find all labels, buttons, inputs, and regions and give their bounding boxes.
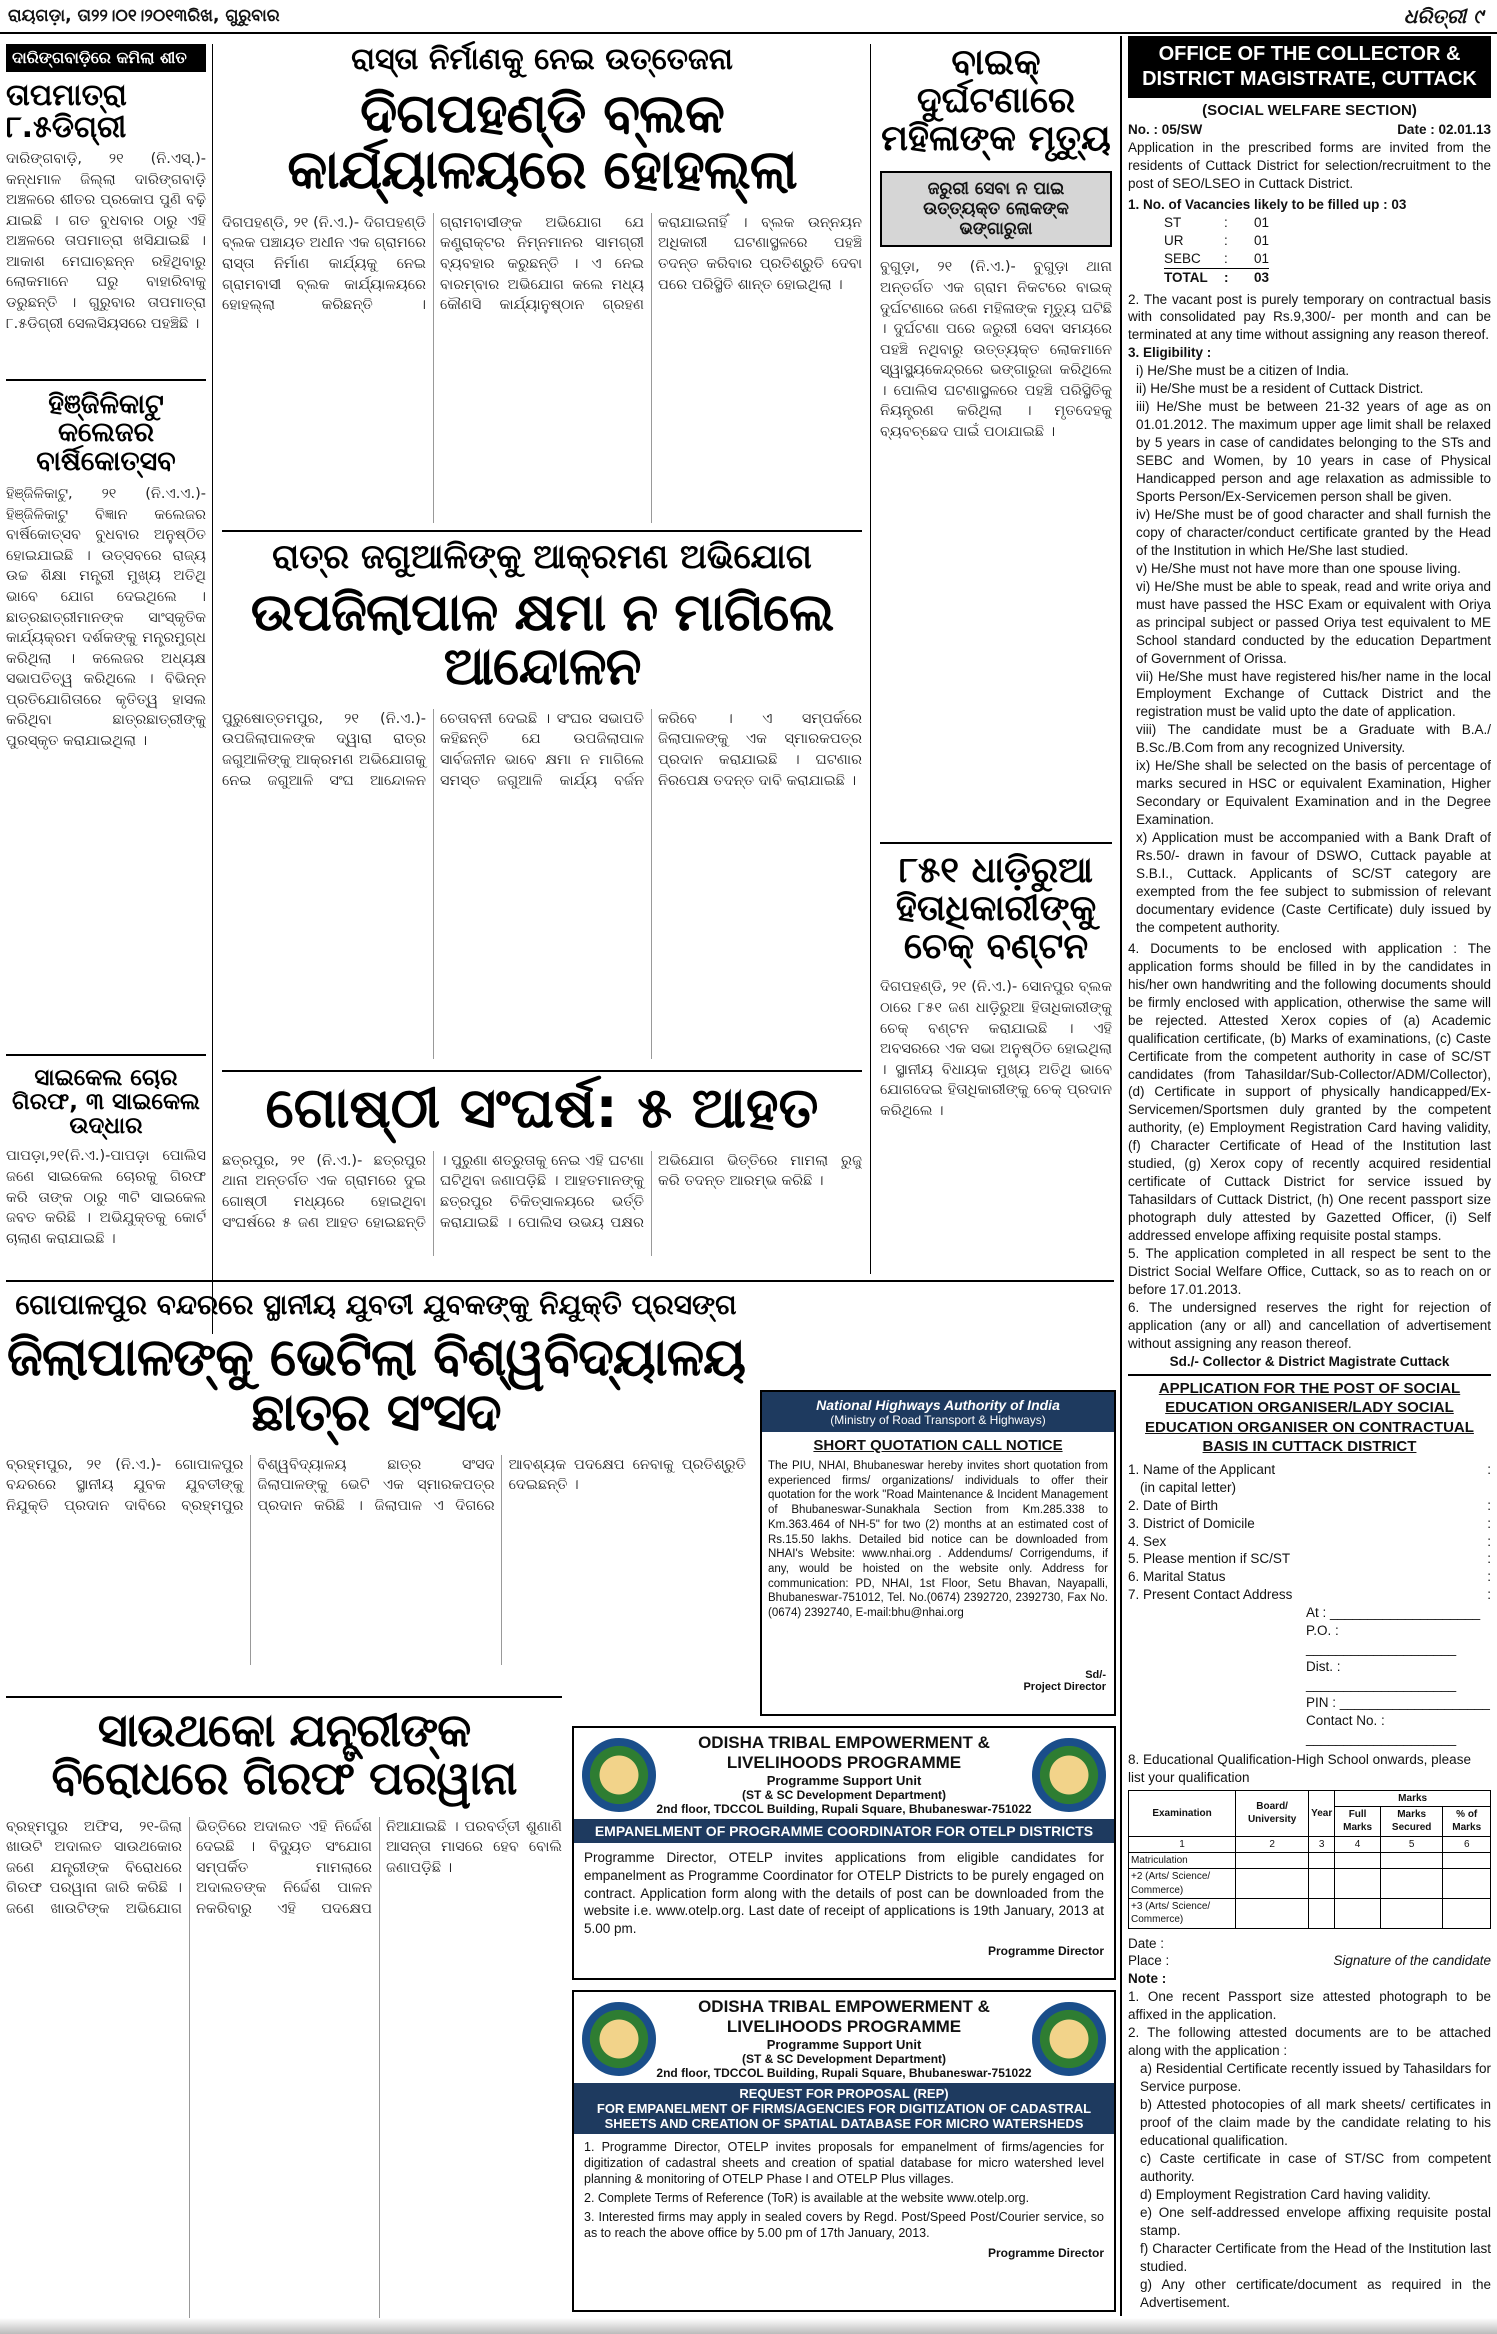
eligibility-item: ix) He/She shall be selected on the basis of percentage of marks secured in HSC or equivalent Examination, Higher Secondary or Equivalent Examination and in the Degree Examination. bbox=[1136, 758, 1491, 828]
sidebar-ref-row bbox=[1128, 121, 1491, 139]
kicker-road: ରାସ୍ତା ନିର୍ମାଣକୁ ନେଇ ଉତ୍ତେଜନା bbox=[351, 42, 733, 77]
ad-otelp-empanelment bbox=[572, 1726, 1116, 1980]
sidebar-para-4: 4. Documents to be enclosed with application : The application forms should be filled in by the candidates in his/her own handwriting and the following documents should be firmly enclosed with application, otherwise the same will be rejected. Attested Xerox copies of (a) Academic qualification certificate, (b) Marks of examinations, (c) Caste Certificate from the competent authority in case of SC/ST candidates (from Tahasildar/Sub-Collector/ADM/Collector), (d) Certificate in support of physically handicapped/Ex-Servicemen/Sportsmen duly granted by the competent authority, (e) Employment Registration Card having validity, (f) Character Certificate of Head of the Institution last studied, (g) Xerox copy of recently acquired residential certificate of Cuttack District for service issued by Tahasildars of Cuttack District, (h) One recent passport size photograph duly attested by Gazetted Officer, (i) Self addressed envelope affixing requisite postal stamps. bbox=[1128, 940, 1491, 1244]
form-field: 7. Present Contact Address : bbox=[1128, 1587, 1491, 1603]
ad-otelp2-org: ODISHA TRIBAL EMPOWERMENT & LIVELIHOODS PROGRAMME bbox=[698, 1997, 990, 2036]
ad-nhai-org: National Highways Authority of India bbox=[816, 1397, 1060, 1413]
eligibility-item: ii) He/She must be a resident of Cuttack District. bbox=[1136, 381, 1424, 397]
ad-otelp-banner: EMPANELMENT OF PROGRAMME COORDINATOR FOR OTELP DISTRICTS bbox=[574, 1819, 1114, 1843]
article-body-college: ହିଞ୍ଜିଳିକାଟୁ, ୨୧ (ନି.ଏ.ଏ.)- ହିଞ୍ଜିଳିକାଟୁ ବିଜ୍ଞାନ କଲେଜର ବାର୍ଷିକୋତ୍ସବ ବୁଧବାର ଅନୁଷ୍ଠିତ ହୋଇଯାଇଛି । ଉତ୍ସବରେ ରାଜ୍ୟ ଉଚ୍ଚ ଶିକ୍ଷା ମନ୍ତ୍ରୀ ମୁଖ୍ୟ ଅତିଥି ଭାବେ ଯୋଗ ଦେଇଥିଲେ । ଛାତ୍ରଛାତ୍ରୀମାନଙ୍କ ସାଂସ୍କୃତିକ କାର୍ଯ୍ୟକ୍ରମ ଦର୍ଶକଙ୍କୁ ମନ୍ତ୍ରମୁଗ୍ଧ କରିଥିଲା । କଲେଜର ଅଧ୍ୟକ୍ଷ ସଭାପତିତ୍ୱ କରିଥିଲେ । ବିଭିନ୍ନ ପ୍ରତିଯୋଗିତାରେ କୃତିତ୍ୱ ହାସଲ କରିଥିବା ଛାତ୍ରଛାତ୍ରୀଙ୍କୁ ପୁରସ୍କୃତ କରାଯାଇଥିଲା । bbox=[6, 486, 206, 749]
eligibility-item: v) He/She must not have more than one spouse living. bbox=[1136, 560, 1461, 576]
ad-otelp2-dept: (ST & SC Development Department) bbox=[741, 2052, 947, 2066]
page-header bbox=[0, 0, 1497, 34]
address-field: P.O. : ____________________ bbox=[1306, 1623, 1457, 1657]
sidebar-ref-date: Date : 02.01.13 bbox=[1397, 121, 1491, 137]
ad-nhai-title: SHORT QUOTATION CALL NOTICE bbox=[813, 1437, 1063, 1454]
eligibility-item: vii) He/She must have registered his/her name in the local Employment Exchange of Cuttack District and the registration must be valid upto the date of application. bbox=[1136, 668, 1491, 720]
odisha-emblem-icon bbox=[1032, 2002, 1106, 2076]
page-footer-strip bbox=[0, 2318, 1497, 2334]
divider bbox=[222, 530, 862, 532]
divider bbox=[6, 1054, 206, 1056]
form-field: 3. District of Domicile : bbox=[1128, 1515, 1491, 1531]
note-item: a) Residential Certificate recently issued by Tahasildars for Service purpose. bbox=[1140, 2061, 1491, 2095]
sidebar-para-5: 5. The application completed in all respect be sent to the District Social Welfare Office, Cuttack, so as to reach on or before 17.01.2013. bbox=[1128, 1246, 1491, 1297]
article-bike-accident bbox=[880, 44, 1112, 834]
note-item: c) Caste certificate in case of ST/SC from competent authority. bbox=[1140, 2150, 1491, 2184]
headline-temperature: ତାପମାତ୍ରା ୮.୫ଡିଗ୍ରୀ bbox=[6, 78, 127, 145]
ad-collector-sidebar bbox=[1128, 36, 1491, 2316]
ad-otelp-rfp bbox=[572, 1990, 1116, 2312]
divider bbox=[222, 1070, 862, 1072]
eligibility-item: i) He/She must be a citizen of India. bbox=[1136, 363, 1350, 379]
place-signature-row bbox=[1128, 1952, 1491, 1970]
ad-otelp2-items bbox=[574, 2134, 1114, 2246]
ad-nhai-signer: Project Director bbox=[1023, 1681, 1106, 1693]
ad-otelp2-item: 2. Complete Terms of Reference (ToR) is available at the website www.otelp.org. bbox=[584, 2191, 1030, 2205]
sidebar-eligibility-list bbox=[1128, 362, 1491, 937]
article-body-clash: ଛତ୍ରପୁର, ୨୧ (ନି.ଏ.)- ଛତ୍ରପୁର ଥାନା ଅନ୍ତର୍ଗତ ଏକ ଗ୍ରାମରେ ଦୁଇ ଗୋଷ୍ଠୀ ମଧ୍ୟରେ ହୋଇଥିବା ସଂଘର୍ଷରେ ୫ ଜଣ ଆହତ ହୋଇଛନ୍ତି । ପୁରୁଣା ଶତ୍ରୁତାକୁ ନେଇ ଏହି ଘଟଣା ଘଟିଥିବା ଜଣାପଡ଼ିଛି । ଆହତମାନଙ୍କୁ ଛତ୍ରପୁର ଚିକିତ୍ସାଳୟରେ ଭର୍ତ୍ତି କରାଯାଇଛି । ପୋଲିସ ଉଭୟ ପକ୍ଷର ଅଭିଯୋଗ ଭିତ୍ତିରେ ମାମଲା ରୁଜୁ କରି ତଦନ୍ତ ଆରମ୍ଭ କରିଛି । bbox=[222, 1152, 862, 1231]
column-rule bbox=[1120, 36, 1122, 2316]
note-item: e) One self-addressed envelope affixing requisite postal stamp. bbox=[1140, 2204, 1491, 2238]
vacancy-table bbox=[1164, 214, 1269, 287]
kicker-gopalpur: ଗୋପାଳପୁର ବନ୍ଦରରେ ସ୍ଥାନୀୟ ଯୁବତୀ ଯୁବକଙ୍କୁ ନିଯୁକ୍ତି ପ୍ରସଙ୍ଗ bbox=[15, 1288, 737, 1321]
eligibility-item: x) Application must be accompanied with a Bank Draft of Rs.50/- drawn in favour of DSWO, Cuttack payable at S.B.I., Cuttack. Applicants of SC/ST category are exempted from the fee subject to submission of relevant documentary evidence (Caste Certificate) duly issued by the competent authority. bbox=[1136, 830, 1491, 935]
paper-name: ଧରିତ୍ରୀ ୯ bbox=[1403, 4, 1483, 28]
eligibility-item: iv) He/She must be of good character and shall furnish the copy of character/conduct certificate granted by the Head of the Institution in which He/She last studied. bbox=[1136, 506, 1491, 558]
column-rule bbox=[212, 44, 213, 1334]
headline-digapahandi: ଦିଗପହଣ୍ଡି ବ୍ଲକ କାର୍ଯ୍ୟାଳୟରେ ହୋହଲ୍ଲା bbox=[287, 81, 797, 202]
qualification-table: Examination Board/ University Year Marks Full Marks Marks Secured % of Marks 1 2 3 4 5 6 Matriculation +2 (Arts/ Science/ Commerce) +3 (Arts/ Science/ Commerce) bbox=[1128, 1790, 1491, 1929]
ad-otelp-org: ODISHA TRIBAL EMPOWERMENT & LIVELIHOODS PROGRAMME bbox=[698, 1733, 990, 1772]
form-field: 2. Date of Birth : bbox=[1128, 1497, 1491, 1513]
article-body-southco: ବ୍ରହ୍ମପୁର ଅଫିସ, ୨୧-ଜିଲା ଖାଉଟି ଅଦାଲତ ସାଉଥକୋର ଜଣେ ଯନ୍ତ୍ରୀଙ୍କ ବିରୋଧରେ ଗିରଫ ପରୱାନା ଜାରି କରିଛି । ଜଣେ ଖାଉଟିଙ୍କ ଅଭିଯୋଗ ଭିତ୍ତିରେ ଅଦାଲତ ଏହି ନିର୍ଦ୍ଦେଶ ଦେଇଛି । ବିଦ୍ୟୁତ ସଂଯୋଗ ସମ୍ପର୍କିତ ମାମଲାରେ ଅଦାଲତଙ୍କ ନିର୍ଦ୍ଦେଶ ପାଳନ ନକରିବାରୁ ଏହି ପଦକ୍ଷେପ ନିଆଯାଇଛି । ପରବର୍ତ୍ତୀ ଶୁଣାଣି ଆସନ୍ତା ମାସରେ ହେବ ବୋଲି ଜଣାପଡ଼ିଛି । bbox=[6, 1818, 562, 1917]
ad-nhai-ministry: (Ministry of Road Transport & Highways) bbox=[830, 1413, 1046, 1427]
article-body-subcollector: ପୁରୁଷୋତ୍ତମପୁର, ୨୧ (ନି.ଏ.)- ଉପଜିଲାପାଳଙ୍କ ଦ୍ୱାରା ରାତ୍ର ଜଗୁଆଳିଙ୍କୁ ଆକ୍ରମଣ ଅଭିଯୋଗକୁ ନେଇ ଜଗୁଆଳି ସଂଘ ଆନ୍ଦୋଳନ ଚେତାବନୀ ଦେଇଛି । ସଂଘର ସଭାପତି କହିଛନ୍ତି ଯେ ଉପଜିଲାପାଳ ସାର୍ବଜନୀନ ଭାବେ କ୍ଷମା ନ ମାଗିଲେ ସମସ୍ତ ଜଗୁଆଳି କାର୍ଯ୍ୟ ବର୍ଜନ କରିବେ । ଏ ସମ୍ପର୍କରେ ଜିଲାପାଳଙ୍କୁ ଏକ ସ୍ମାରକପତ୍ର ପ୍ରଦାନ କରାଯାଇଛି । ଘଟଣାର ନିରପେକ୍ଷ ତଦନ୍ତ ଦାବି କରାଯାଇଛି । bbox=[222, 710, 862, 789]
eligibility-item: viii) The candidate must be a Graduate with B.A./ B.Sc./B.Com from any recognized University. bbox=[1136, 722, 1491, 756]
article-university bbox=[6, 1290, 746, 1690]
eligibility-item: iii) He/She must be between 21-32 years of age as on 01.01.2012. The maximum upper age limit shall be relaxed by 5 years in case of candidates belonging to the STs and SEBC and Women, by 10 years in case of Physical Handicapped person and age relaxation as admissible to Sports Person/Ex-Servicemen person shall be given. bbox=[1136, 399, 1491, 504]
form-field: 1. Name of the Applicant : bbox=[1128, 1461, 1491, 1477]
ad-otelp2-banner bbox=[574, 2083, 1114, 2134]
note-item: b) Attested photocopies of all mark sheets/ certificates in proof of the claim made by the candidate relating to his educational qualification. bbox=[1140, 2097, 1491, 2149]
note-item: g) Any other certificate/document as required in the Advertisement. bbox=[1140, 2276, 1491, 2310]
ad-otelp2-unit: Programme Support Unit bbox=[766, 2037, 922, 2052]
otelp-logo-icon bbox=[582, 1738, 656, 1812]
sidebar-eligibility-title: 3. Eligibility : bbox=[1128, 345, 1212, 361]
headline-subcollector: ଉପଜିଲାପାଳ କ୍ଷମା ନ ମାଗିଲେ ଆନ୍ଦୋଳନ bbox=[250, 582, 834, 698]
dateline: ରାୟଗଡ଼ା, ତା୨୨।୦୧।୨୦୧୩ରିଖ, ଗୁରୁବାର bbox=[8, 6, 280, 26]
ad-nhai-banner bbox=[762, 1392, 1114, 1432]
note-title: Note : bbox=[1128, 1971, 1167, 1987]
ad-otelp-dept: (ST & SC Development Department) bbox=[741, 1788, 947, 1802]
address-field: Dist. : ____________________ bbox=[1306, 1659, 1457, 1693]
ad-nhai bbox=[760, 1390, 1116, 1716]
vacancy-row: SEBC : 01 bbox=[1164, 250, 1270, 266]
ad-otelp2-item: 3. Interested firms may apply in sealed covers by Regd. Post/Speed Post/Courier service, so as to reach the above office by 5.00 pm of 17th January, 2013. bbox=[584, 2210, 1104, 2240]
headline-university: ଜିଲାପାଳଙ୍କୁ ଭେଟିଲା ବିଶ୍ୱବିଦ୍ୟାଳୟ ଛାତ୍ର ସଂସଦ bbox=[6, 1328, 746, 1443]
divider bbox=[6, 379, 206, 381]
article-southco bbox=[6, 1703, 562, 2316]
form-field-note: (in capital letter) bbox=[1140, 1479, 1237, 1495]
article-subcollector bbox=[222, 537, 862, 1060]
date-label: Date : bbox=[1128, 1935, 1165, 1951]
ad-otelp-unit: Programme Support Unit bbox=[766, 1773, 922, 1788]
sidebar-section: (SOCIAL WELFARE SECTION) bbox=[1202, 102, 1417, 119]
kicker-cold: ଦାରିଙ୍ଗବାଡ଼ିରେ କମିଲା ଶୀତ bbox=[6, 44, 206, 72]
ad-otelp-address: 2nd floor, TDCCOL Building, Rupali Square, Bhubaneswar-751022 bbox=[656, 1802, 1032, 1816]
article-body-temperature: ଦାରିଙ୍ଗବାଡ଼ି, ୨୧ (ନି.ଏସ୍.)- କନ୍ଧମାଳ ଜିଲ୍ଲା ଦାରିଙ୍ଗବାଡ଼ି ଅଞ୍ଚଳରେ ଶୀତର ପ୍ରକୋପ ପୁଣି ବଢ଼ି ଯାଇଛି । ଗତ ବୁଧବାର ଠାରୁ ଏହି ଅଞ୍ଚଳରେ ତାପମାତ୍ରା ଖସିଯାଇଛି । ଆକାଶ ମେଘାଚ୍ଛନ୍ନ ରହିଥିବାରୁ ଲୋକମାନେ ଘରୁ ବାହାରିବାକୁ ଡରୁଛନ୍ତି । ଗୁରୁବାର ତାପମାତ୍ରା ୮.୫ଡିଗ୍ରୀ ସେଲସିୟସରେ ପହଞ୍ଚିଛି । bbox=[6, 151, 206, 332]
qualification-label: 8. Educational Qualification-High School onwards, please list your qualification bbox=[1128, 1751, 1471, 1785]
note-item: 2. The following attested documents are to be attached along with the application : bbox=[1128, 2025, 1491, 2059]
article-digapahandi bbox=[222, 44, 862, 524]
sidebar-intro: Application in the prescribed forms are invited from the residents of Cuttack District for selection/recruitment to the post of SEO/LSEO in Cuttack District. bbox=[1128, 139, 1491, 191]
ad-otelp-signer: Programme Director bbox=[987, 1944, 1104, 1959]
ad-otelp2-header bbox=[574, 1992, 1114, 2083]
article-body-cycle-thief: ପାପଡ଼ା,୨୧(ନି.ଏ.)-ପାପଡ଼ା ପୋଲିସ ଜଣେ ସାଇକେଲ ଚୋରକୁ ଗିରଫ କରି ତାଙ୍କ ଠାରୁ ୩ଟି ସାଇକେଲ ଜବତ କରିଛି । ଅଭିଯୁକ୍ତକୁ କୋର୍ଟ ଚାଲାଣ କରାଯାଇଛି । bbox=[6, 1148, 206, 1247]
headline-cycle-thief: ସାଇକେଲ ଚୋର ଗିରଫ, ୩ ସାଇକେଲ ଉଦ୍ଧାର bbox=[12, 1065, 200, 1140]
article-body-bike-accident: ବୁଗୁଡ଼ା, ୨୧ (ନି.ଏ.)- ବୁଗୁଡ଼ା ଥାନା ଅନ୍ତର୍ଗତ ଏକ ଗ୍ରାମ ନିକଟରେ ବାଇକ୍ ଦୁର୍ଘଟଣାରେ ଜଣେ ମହିଳାଙ୍କ ମୃତ୍ୟୁ ଘଟିଛି । ଦୁର୍ଘଟଣା ପରେ ଜରୁରୀ ସେବା ସମୟରେ ପହଞ୍ଚି ନଥିବାରୁ ଉତ୍ତ୍ୟକ୍ତ ଲୋକମାନେ ସ୍ୱାସ୍ଥ୍ୟକେନ୍ଦ୍ରରେ ଭଙ୍ଗାରୁଜା କରିଥିଲେ । ପୋଲିସ ଘଟଣାସ୍ଥଳରେ ପହଞ୍ଚି ପରିସ୍ଥିତିକୁ ନିୟନ୍ତ୍ରଣ କରିଥିଲା । ମୃତଦେହକୁ ବ୍ୟବଚ୍ଛେଦ ପାଇଁ ପଠାଯାଇଛି । bbox=[880, 259, 1112, 441]
ad-nhai-sign: Sd/- bbox=[1085, 1669, 1106, 1681]
article-clash bbox=[222, 1076, 862, 1270]
address-field: PIN : ____________________ bbox=[1306, 1695, 1490, 1711]
sidebar-para-2: 2. The vacant post is purely temporary on contractual basis with consolidated pay Rs.9,300/- per month and can be terminated at any time without assigning any reason thereof. bbox=[1128, 291, 1491, 343]
sidebar-office-title: OFFICE OF THE COLLECTOR & DISTRICT MAGISTRATE, CUTTACK bbox=[1128, 36, 1491, 98]
ad-otelp-header bbox=[574, 1728, 1114, 1819]
sidebar-para-6: 6. The undersigned reserves the right for rejection of application (any or all) and cancellation of advertisement without assigning any reason thereof. bbox=[1128, 1299, 1491, 1351]
headline-southco: ସାଉଥକୋ ଯନ୍ତ୍ରୀଙ୍କ ବିରୋଧରେ ଗିରଫ ପରୱାନା bbox=[51, 1703, 517, 1806]
address-fields bbox=[1128, 1604, 1491, 1748]
divider bbox=[880, 842, 1112, 844]
column-left bbox=[6, 44, 206, 1264]
sidebar-ref-no: No. : 05/SW bbox=[1128, 121, 1203, 137]
place-label: Place : bbox=[1128, 1953, 1170, 1969]
ad-otelp2-item: 1. Programme Director, OTELP invites proposals for empanelment of firms/agencies for digitization of cadastral sheets and creation of spatial database for micro watershed level planning & monitoring of OTELP Phase I and OTELP Plus villages. bbox=[584, 2140, 1104, 2186]
form-field: 5. Please mention if SC/ST : bbox=[1128, 1551, 1491, 1567]
article-body-university: ବ୍ରହ୍ମପୁର, ୨୧ (ନି.ଏ.)- ଗୋପାଳପୁର ବନ୍ଦରରେ ସ୍ଥାନୀୟ ଯୁବକ ଯୁବତୀଙ୍କୁ ନିଯୁକ୍ତି ପ୍ରଦାନ ଦାବିରେ ବ୍ରହ୍ମପୁର ବିଶ୍ୱବିଦ୍ୟାଳୟ ଛାତ୍ର ସଂସଦ ଜିଲାପାଳଙ୍କୁ ଭେଟି ଏକ ସ୍ମାରକପତ୍ର ପ୍ରଦାନ କରିଛି । ଜିଲାପାଳ ଏ ଦିଗରେ ଆବଶ୍ୟକ ପଦକ୍ଷେପ ନେବାକୁ ପ୍ରତିଶ୍ରୁତି ଦେଇଛନ୍ତି । bbox=[6, 1456, 746, 1514]
divider bbox=[1128, 1374, 1491, 1376]
note-item: d) Employment Registration Card having validity. bbox=[1140, 2186, 1431, 2202]
address-field: Contact No. : ____________________ bbox=[1306, 1713, 1457, 1746]
ad-otelp2-address: 2nd floor, TDCCOL Building, Rupali Square, Bhubaneswar-751022 bbox=[656, 2066, 1032, 2080]
table-row: Matriculation bbox=[1129, 1853, 1491, 1869]
ad-otelp-body: Programme Director, OTELP invites applications from eligible candidates for empanelment as Programme Coordinator for OTELP Districts to be purely engaged on contract. Application form along with the details of post can be downloaded from the website i.e. www.otelp.org. Last date of receipt of applications is 19th January, 2013 at 5.00 pm. bbox=[584, 1850, 1104, 1937]
table-row: +2 (Arts/ Science/ Commerce) bbox=[1129, 1869, 1491, 1899]
kicker-watchman: ରାତ୍ର ଜଗୁଆଳିଙ୍କୁ ଆକ୍ରମଣ ଅଭିଯୋଗ bbox=[272, 537, 812, 577]
eligibility-item: vi) He/She must be able to speak, read and write oriya and must have passed the HSC Exam or equivalent with Oriya as principal subject or passed Oriya test equivalent to ME School standard conducted by the education Department of Government of Orissa. bbox=[1136, 578, 1491, 666]
form-field: 6. Marital Status : bbox=[1128, 1569, 1491, 1585]
address-field: At : ____________________ bbox=[1306, 1605, 1481, 1621]
ad-otelp2-banner-title: REQUEST FOR PROPOSAL (REP) bbox=[739, 2086, 949, 2101]
note-item: f) Character Certificate from the Head of the Institution last studied. bbox=[1140, 2240, 1491, 2274]
article-body-cheque: ଦିଗପହଣ୍ଡି, ୨୧ (ନି.ଏ.)- ସୋନପୁର ବ୍ଲକ ଠାରେ ୮୫୧ ଜଣ ଧାଡ଼ିରୁଆ ହିତାଧିକାରୀଙ୍କୁ ଚେକ୍ ବଣ୍ଟନ କରାଯାଇଛି । ଏହି ଅବସରରେ ଏକ ସଭା ଅନୁଷ୍ଠିତ ହୋଇଥିଲା । ସ୍ଥାନୀୟ ବିଧାୟକ ମୁଖ୍ୟ ଅତିଥି ଭାବେ ଯୋଗଦେଇ ହିତାଧିକାରୀଙ୍କୁ ଚେକ୍ ପ୍ରଦାନ କରିଥିଲେ । bbox=[880, 979, 1112, 1119]
application-fields bbox=[1128, 1461, 1491, 1748]
article-cheque bbox=[880, 852, 1112, 1272]
column-rule bbox=[870, 44, 871, 1274]
divider bbox=[6, 1280, 1114, 1282]
sidebar-vacancy-title: 1. No. of Vacancies likely to be filled up : 03 bbox=[1128, 196, 1407, 212]
article-body-digapahandi: ଦିଗପହଣ୍ଡି, ୨୧ (ନି.ଏ.)- ଦିଗପହଣ୍ଡି ବ୍ଲକ ପଞ୍ଚାୟତ ଅଧୀନ ଏକ ଗ୍ରାମରେ ରାସ୍ତା ନିର୍ମାଣ କାର୍ଯ୍ୟକୁ ନେଇ ଗ୍ରାମବାସୀ ବ୍ଲକ କାର୍ଯ୍ୟାଳୟରେ ହୋହଲ୍ଲା କରିଛନ୍ତି । ଗ୍ରାମବାସୀଙ୍କ ଅଭିଯୋଗ ଯେ କଣ୍ଟ୍ରାକ୍ଟର ନିମ୍ନମାନର ସାମଗ୍ରୀ ବ୍ୟବହାର କରୁଛନ୍ତି । ଏ ନେଇ ବାରମ୍ବାର ଅଭିଯୋଗ କଲେ ମଧ୍ୟ କୌଣସି କାର୍ଯ୍ୟାନୁଷ୍ଠାନ ଗ୍ରହଣ କରାଯାଇନାହିଁ । ବ୍ଲକ ଉନ୍ନୟନ ଅଧିକାରୀ ଘଟଣାସ୍ଥଳରେ ପହଞ୍ଚି ତଦନ୍ତ କରିବାର ପ୍ରତିଶ୍ରୁତି ଦେବା ପରେ ପରିସ୍ଥିତି ଶାନ୍ତ ହୋଇଥିଲା । bbox=[222, 214, 862, 314]
headline-college: ହିଞ୍ଜିଳିକାଟୁ କଲେଜର ବାର୍ଷିକୋତ୍ସବ bbox=[36, 389, 176, 477]
headline-cheque: ୮୫୧ ଧାଡ଼ିରୁଆ ହିତାଧିକାରୀଙ୍କୁ ଚେକ୍ ବଣ୍ଟନ bbox=[895, 850, 1097, 967]
odisha-emblem-icon bbox=[1032, 1738, 1106, 1812]
vacancy-total-row: TOTAL : 03 bbox=[1164, 269, 1270, 285]
application-form-title: APPLICATION FOR THE POST OF SOCIAL EDUCATION ORGANISER/LADY SOCIAL EDUCATION ORGANISER ON CONTRACTUAL BASIS IN CUTTACK DISTRICT bbox=[1145, 1379, 1474, 1456]
vacancy-row: UR : 01 bbox=[1164, 232, 1270, 248]
note-item: 1. One recent Passport size attested photograph to be affixed in the application. bbox=[1128, 1989, 1491, 2023]
form-field: 4. Sex : bbox=[1128, 1533, 1491, 1549]
ad-otelp2-banner-sub: FOR EMPANELMENT OF FIRMS/AGENCIES FOR DIGITIZATION OF CADASTRAL SHEETS AND CREATION OF SPATIAL DATABASE FOR MICRO WATERSHEDS bbox=[596, 2101, 1092, 2131]
headline-bike-accident: ବାଇକ୍ ଦୁର୍ଘଟଣାରେ ମହିଳାଙ୍କ ମୃତ୍ୟୁ bbox=[881, 42, 1111, 159]
otelp-logo-icon bbox=[582, 2002, 656, 2076]
sidebar-signature: Sd./- Collector & District Magistrate Cuttack bbox=[1169, 1353, 1450, 1369]
notes-list bbox=[1128, 1988, 1491, 2311]
ad-nhai-body: The PIU, NHAI, Bhubaneswar hereby invites short quotation from experienced firms/ organizations/ individuals to offer their quotation for the work "Road Maintenance & Incident Management of Bhubaneswar-Sunakhala Section from Km.285.338 to Km.363.464 of NH-5" for two (2) months at an estimated cost of Rs.15.50 lakhs. Detailed bid notice can be downloaded from NHAI's Website: www.nhai.org . Addendums/ Corrigendums, if any, would be hoisted on the website only. Address for communication: PD, NHAI, 1st Floor, Setu Bhavan, Nayapalli, Bhubaneswar-751012, Tel. No.(0674) 2392720, 2392730, Fax No. (0674) 2392740, E-mail:bhu@nhai.org bbox=[768, 1460, 1108, 1620]
headline-clash: ଗୋଷ୍ଠୀ ସଂଘର୍ଷ: ୫ ଆହତ bbox=[265, 1076, 819, 1141]
ad-otelp2-signer: Programme Director bbox=[987, 2246, 1104, 2260]
signature-label: Signature of the candidate bbox=[1333, 1953, 1491, 1969]
vacancy-row: ST : 01 bbox=[1164, 214, 1270, 230]
divider bbox=[6, 1696, 562, 1698]
subhead-bike-accident: ଜରୁରୀ ସେବା ନ ପାଇ ଉତ୍ତ୍ୟକ୍ତ ଲୋକଙ୍କ ଭଙ୍ଗାରୁଜା bbox=[880, 171, 1112, 247]
table-row: +3 (Arts/ Science/ Commerce) bbox=[1129, 1898, 1491, 1928]
